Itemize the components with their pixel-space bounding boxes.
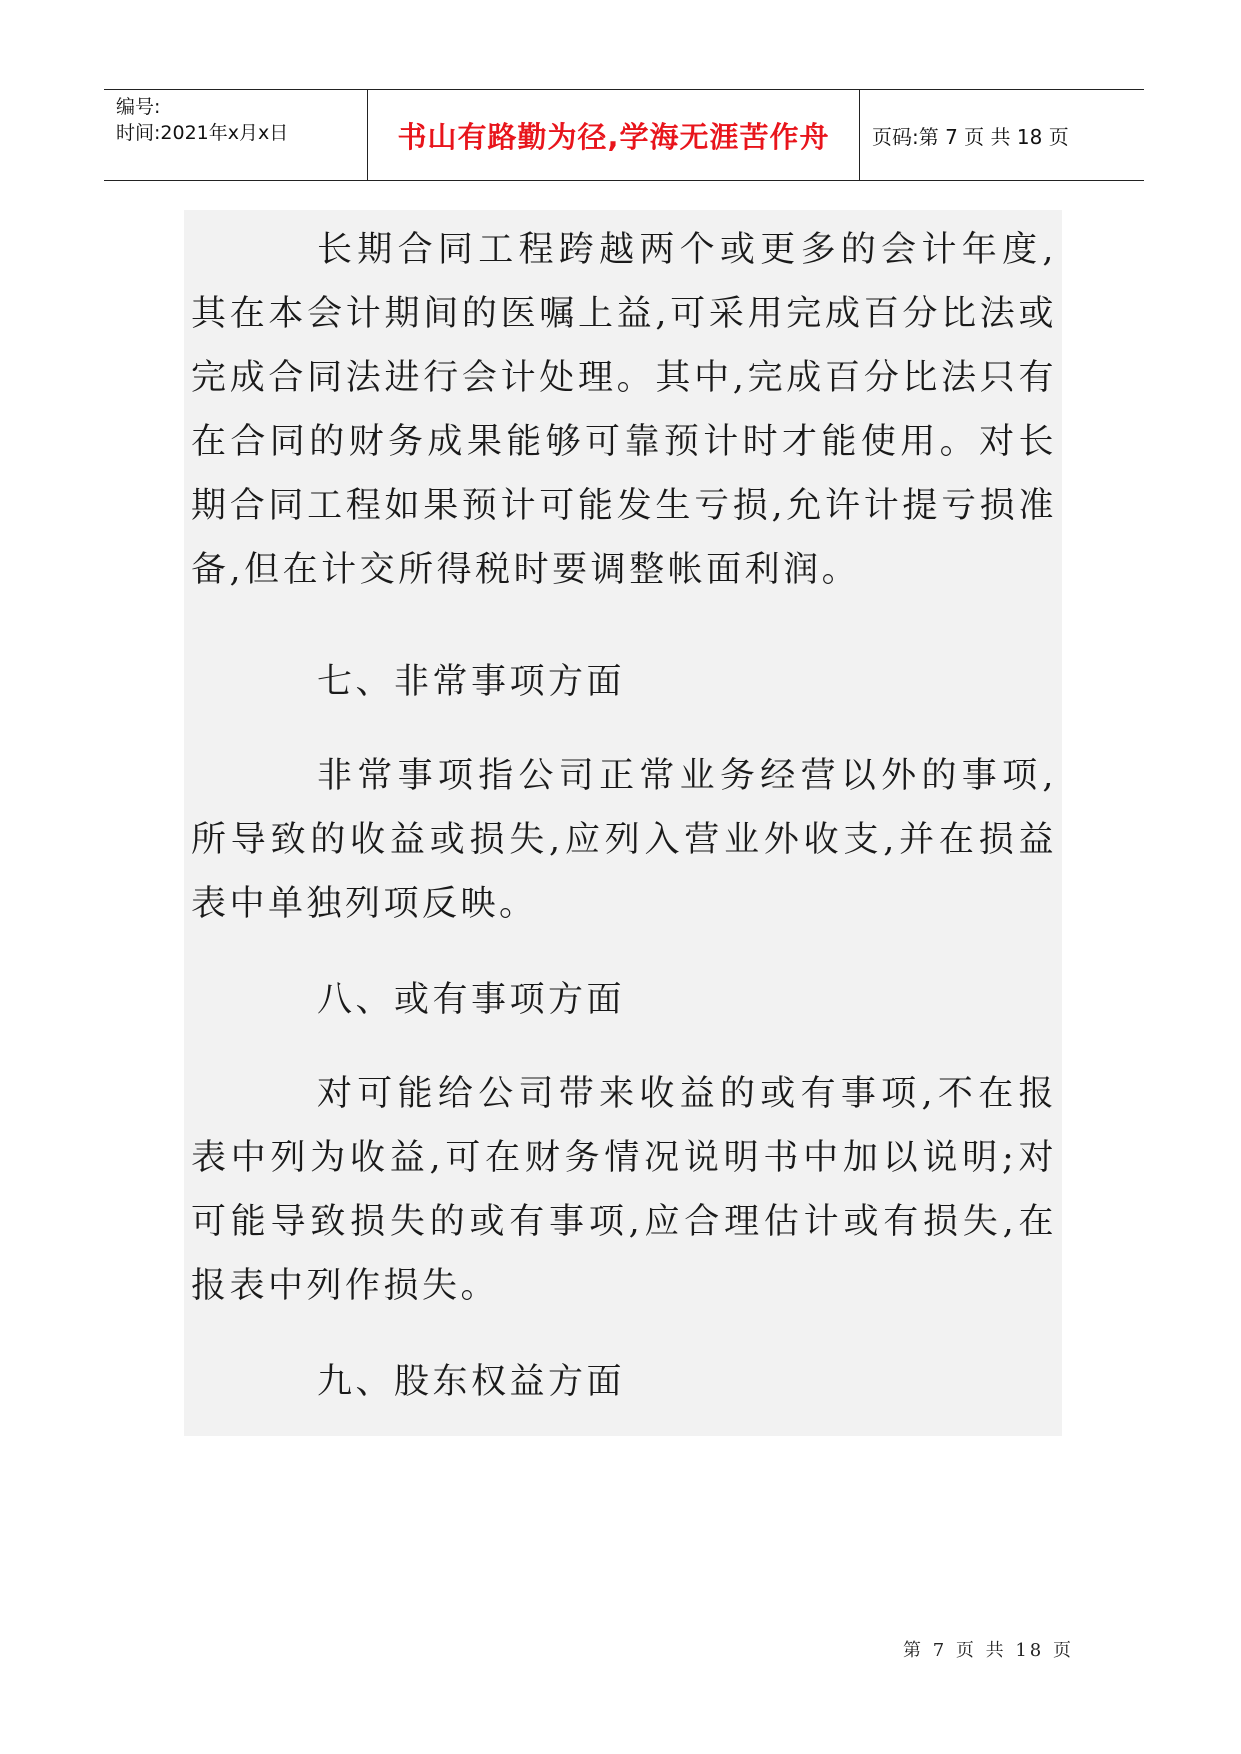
header-motto: 书山有路勤为径,学海无涯苦作舟 [397,119,830,154]
section-heading-9: 九、股东权益方面 [317,1362,626,1402]
header-motto-cell [368,90,860,180]
doc-time-label: 时间:2021年x月x日 [116,122,289,144]
content-panel [184,210,1062,1436]
page-header [104,89,1144,181]
paragraph-contingencies: 对可能给公司带来收益的或有事项,不在报表中列为收益,可在财务情况说明书中加以说明;对可能导致损失的或有事项,应合理估计或有损失,在报表中列作损失。 [191,1074,1057,1306]
section-heading-8: 八、或有事项方面 [317,980,626,1020]
header-page-cell [860,90,1144,180]
section-heading-7: 七、非常事项方面 [317,662,626,702]
paragraph-long-term-contracts: 长期合同工程跨越两个或更多的会计年度,其在本会计期间的医嘱上益,可采用完成百分比法或完成合同法进行会计处理。其中,完成百分比法只有在合同的财务成果能够可靠预计时才能使用。对长期合同工程如果预计可能发生亏损,允许计提亏损准备,但在计交所得税时要调整帐面利润。 [191,230,1057,590]
paragraph-extraordinary-items: 非常事项指公司正常业务经营以外的事项,所导致的收益或损失,应列入营业外收支,并在损益表中单独列项反映。 [191,756,1057,924]
doc-number-label: 编号: [116,96,161,118]
header-info-cell [104,90,368,180]
header-page-code: 页码:第 7 页 共 18 页 [872,124,1069,149]
page-footer: 第 7 页 共 18 页 [903,1640,1074,1661]
